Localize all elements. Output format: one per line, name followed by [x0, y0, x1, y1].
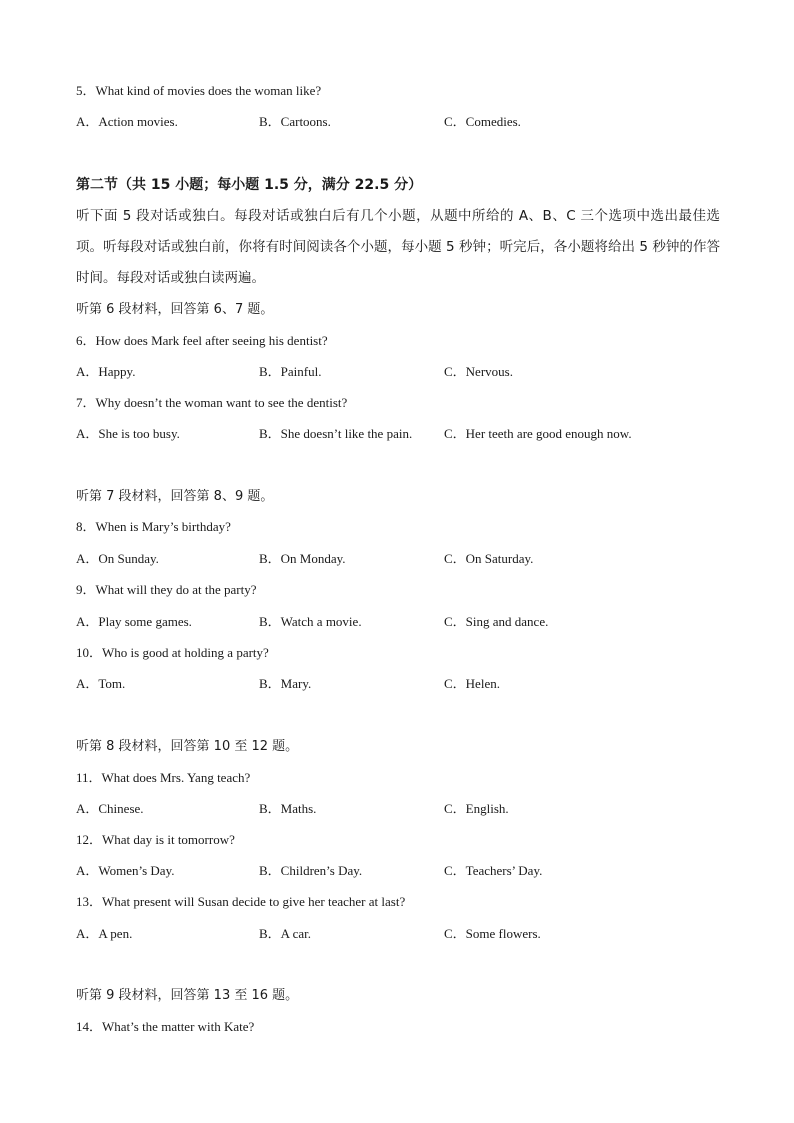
question-11-stem: 11．What does Mrs. Yang teach? [76, 770, 251, 785]
question-12-option-b: B．Children’s Day. [259, 863, 363, 878]
question-8-option-b: B．On Monday. [259, 551, 346, 566]
question-9-option-b: B．Watch a movie. [259, 614, 362, 629]
question-8-option-a: A．On Sunday. [76, 551, 159, 566]
question-10-option-c: C．Helen. [444, 676, 500, 691]
question-11-option-a: A．Chinese. [76, 801, 144, 816]
question-9-stem: 9．What will they do at the party? [76, 582, 257, 597]
group-9-heading: 听第 9 段材料，回答第 13 至 16 题。 [76, 988, 299, 1003]
question-10-stem: 10．Who is good at holding a party? [76, 645, 269, 660]
question-12-option-a: A．Women’s Day. [76, 863, 175, 878]
question-11-option-b: B．Maths. [259, 801, 317, 816]
question-7-stem: 7．Why doesn’t the woman want to see the dentist? [76, 395, 348, 410]
question-13-option-c: C．Some flowers. [444, 926, 541, 941]
question-6-option-b: B．Painful. [259, 364, 322, 379]
section-2-title: 第二节（共 15 小题；每小题 1.5 分，满分 22.5 分） [76, 177, 423, 193]
question-10-option-a: A．Tom. [76, 676, 126, 691]
question-10-option-b: B．Mary. [259, 676, 312, 691]
question-13-stem: 13．What present will Susan decide to give her teacher at last? [76, 894, 406, 909]
question-12-stem: 12．What day is it tomorrow? [76, 832, 235, 847]
section-2-instructions: 听下面 5 段对话或独白。每段对话或独白后有几个小题，从题中所给的 A、B、C 三个选项中选出最佳选项。听每段对话或独白前，你将有时间阅读各个小题，每小题 5 秒钟；听完后，各小题将给出 5 秒钟的作答时间。每段对话或独白读两遍。 [76, 208, 720, 286]
question-11-option-c: C．English. [444, 801, 509, 816]
question-8-stem: 8．When is Mary’s birthday? [76, 519, 231, 534]
question-14-stem: 14．What’s the matter with Kate? [76, 1019, 255, 1034]
question-5-option-c: C．Comedies. [444, 114, 521, 129]
question-13-option-b: B．A car. [259, 926, 311, 941]
question-9-option-c: C．Sing and dance. [444, 614, 549, 629]
question-9-option-a: A．Play some games. [76, 614, 192, 629]
question-12-option-c: C．Teachers’ Day. [444, 863, 543, 878]
question-5-stem: 5．What kind of movies does the woman like? [76, 83, 322, 98]
question-7-option-a: A．She is too busy. [76, 426, 180, 441]
group-7-heading: 听第 7 段材料，回答第 8、9 题。 [76, 489, 274, 504]
question-5-option-b: B．Cartoons. [259, 114, 331, 129]
group-6-heading: 听第 6 段材料，回答第 6、7 题。 [76, 302, 274, 317]
question-7-option-b: B．She doesn’t like the pain. [259, 426, 413, 441]
question-13-option-a: A．A pen. [76, 926, 133, 941]
question-7-option-c: C．Her teeth are good enough now. [444, 426, 632, 441]
question-5-option-a: A．Action movies. [76, 114, 178, 129]
question-8-option-c: C．On Saturday. [444, 551, 534, 566]
question-6-option-c: C．Nervous. [444, 364, 513, 379]
question-6-stem: 6．How does Mark feel after seeing his dentist? [76, 333, 328, 348]
group-8-heading: 听第 8 段材料，回答第 10 至 12 题。 [76, 739, 299, 754]
question-6-option-a: A．Happy. [76, 364, 136, 379]
